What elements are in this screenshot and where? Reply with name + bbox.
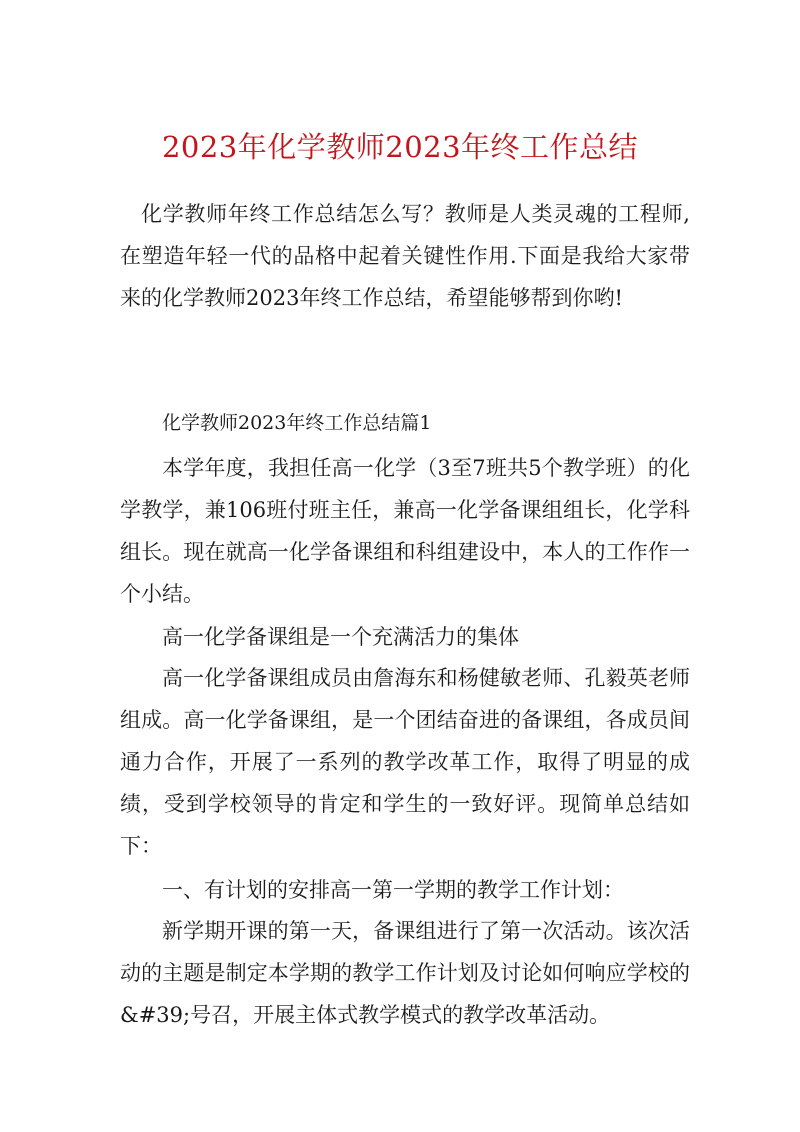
paragraph-4: 一、有计划的安排高一第一学期的教学工作计划：	[162, 878, 624, 902]
paragraph-5: 新学期开课的第一天，备课组进行了第一次活动。该次活动的主题是制定本学期的教学工作计划及讨论如何响应学校的&#39;号召，开展主体式教学模式的教学改革活动。	[120, 919, 690, 1027]
section-heading: 化学教师2023年终工作总结篇1	[162, 412, 432, 434]
paragraph-2: 高一化学备课组是一个充满活力的集体	[162, 625, 519, 649]
paragraph-3: 高一化学备课组成员由詹海东和杨健敏老师、孔毅英老师组成。高一化学备课组，是一个团结奋进的备课组，各成员间通力合作，开展了一系列的教学改革工作，取得了明显的成绩，受到学校领导的肯定和学生的一致好评。现简单总结如下：	[120, 666, 690, 858]
paragraph-1: 本学年度，我担任高一化学（3至7班共5个教学班）的化学教学，兼106班付班主任，兼高一化学备课组组长，化学科组长。现在就高一化学备课组和科组建设中，本人的工作作一个小结。	[120, 456, 690, 606]
intro-paragraph: 化学教师年终工作总结怎么写？教师是人类灵魂的工程师,在塑造年轻一代的品格中起着关键性作用.下面是我给大家带来的化学教师2023年终工作总结，希望能够帮到你哟!	[120, 202, 690, 310]
document-title: 2023年化学教师2023年终工作总结	[161, 130, 639, 164]
